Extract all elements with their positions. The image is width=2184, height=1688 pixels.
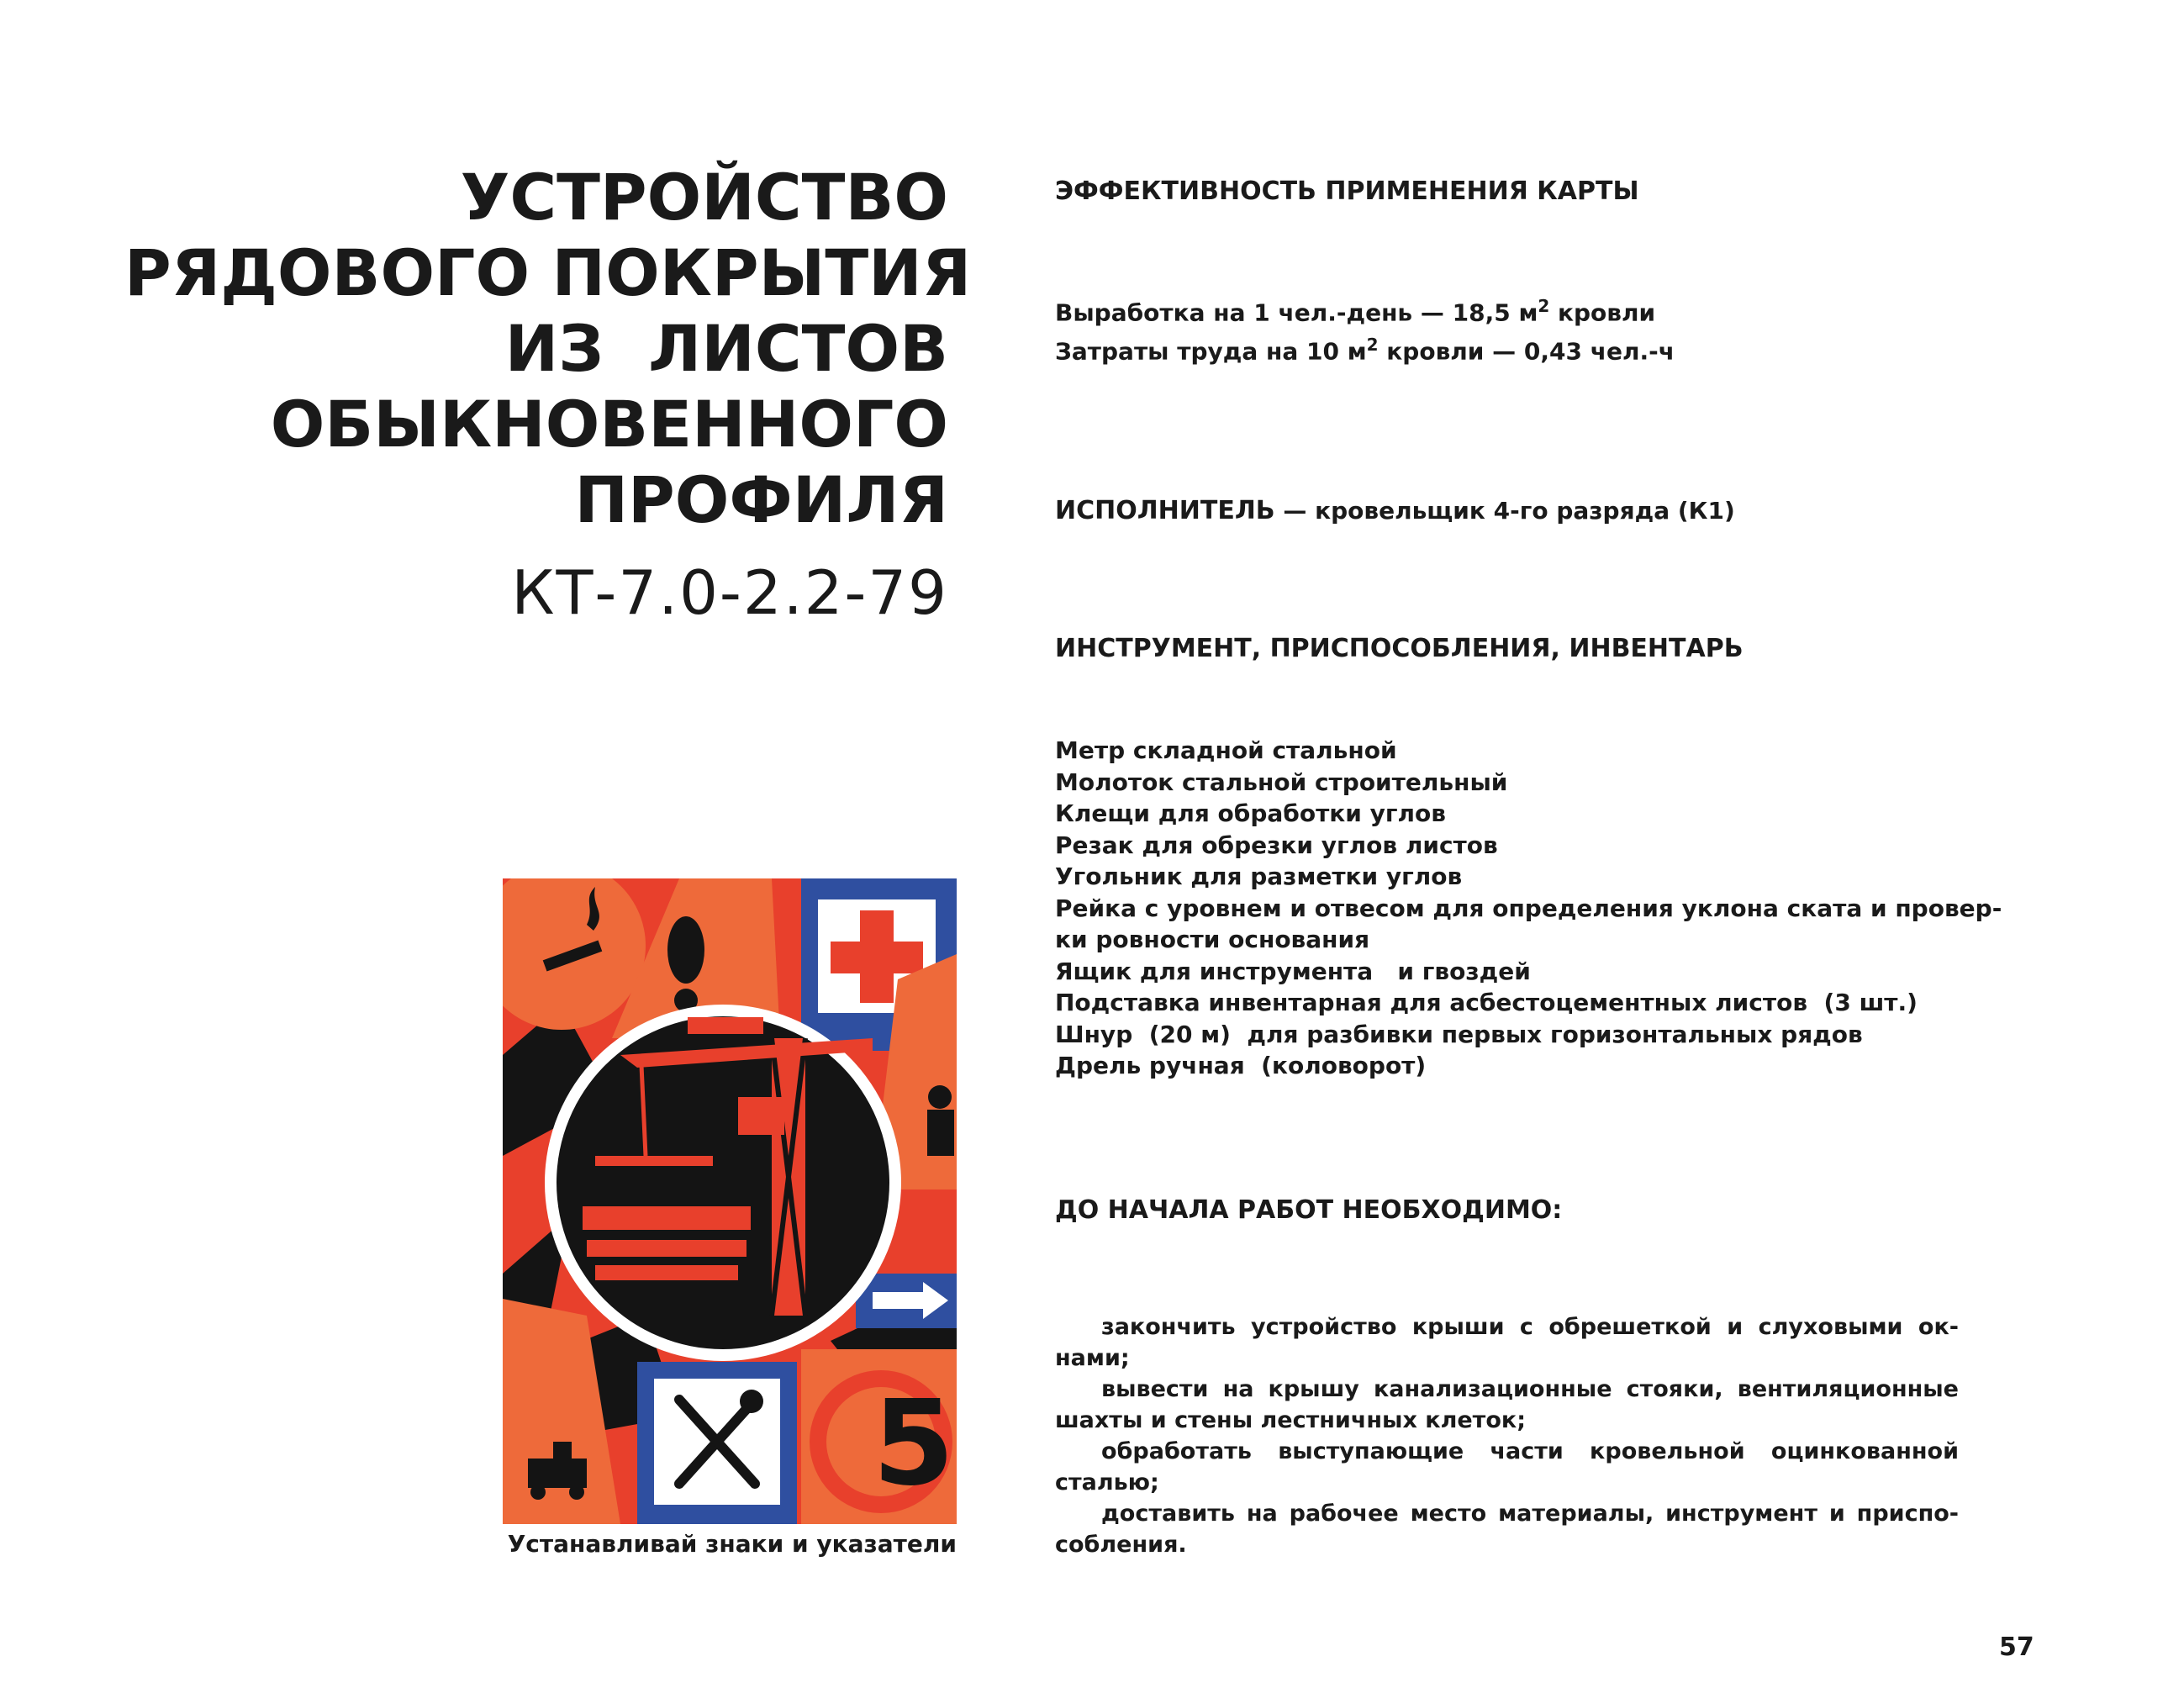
tools-list: [1055, 735, 2002, 1082]
document-title: [124, 160, 972, 630]
sign-number: 5: [873, 1375, 955, 1512]
list-item: Метр складной стальной: [1055, 736, 1397, 764]
safety-signs-illustration: [503, 878, 957, 1524]
list-item: обработать выступающие части кровельной оцинкованной сталью;: [1055, 1438, 1959, 1495]
performer-section: [1055, 494, 1963, 528]
page-number: 57: [1999, 1633, 2034, 1662]
tools-section: [1055, 632, 1963, 666]
performer-line: ИСПОЛНИТЕЛЬ — кровельщик 4-го разряда (К1): [1055, 496, 1735, 525]
title-line-5: ПРОФИЛЯ: [574, 462, 948, 537]
list-item: доставить на рабочее место материалы, инструмент и приспо- собления.: [1055, 1501, 1959, 1558]
illustration-caption: Устанавливай знаки и указатели: [507, 1530, 957, 1558]
title-line-2: РЯДОВОГО ПОКРЫТИЯ: [124, 235, 972, 310]
crane-scene-icon: [545, 1005, 901, 1361]
before-work-section: [1055, 1194, 1963, 1227]
list-item: Шнур (20 м) для разбивки первых горизонтальных рядов: [1055, 1020, 1863, 1048]
title-line-4: ОБЫКНОВЕННОГО: [270, 387, 948, 462]
list-item: Молоток стальной строительный: [1055, 768, 1508, 796]
document-code: КТ-7.0-2.2-79: [511, 557, 948, 628]
tools-heading: ИНСТРУМЕНТ, ПРИСПОСОБЛЕНИЯ, ИНВЕНТАРЬ: [1055, 634, 1744, 663]
food-sign-icon: [637, 1362, 797, 1524]
list-item: Клещи для обработки углов: [1055, 799, 1447, 827]
before-work-list: [1055, 1311, 1963, 1560]
list-item: Подставка инвентарная для асбестоцементных листов (3 шт.): [1055, 989, 1918, 1016]
list-item: Ящик для инструмента и гвоздей: [1055, 957, 1531, 985]
title-line-1: УСТРОЙСТВО: [460, 160, 948, 235]
efficiency-values: [1055, 290, 1963, 368]
efficiency-section: [1055, 175, 1963, 208]
title-line-3: ИЗ ЛИСТОВ: [504, 311, 948, 386]
list-item: Дрель ручная (коловорот): [1055, 1052, 1427, 1079]
list-item: вывести на крышу канализационные стояки, вентиляционные шахты и стены лестничных клеток;: [1055, 1376, 1959, 1433]
list-item: Резак для обрезки углов листов: [1055, 831, 1498, 859]
labor-cost: Затраты труда на 10 $м^2$ кровли — 0,43 чел.-ч: [1055, 335, 1675, 366]
efficiency-heading: ЭФФЕКТИВНОСТЬ ПРИМЕНЕНИЯ КАРТЫ: [1055, 177, 1639, 206]
list-item: Рейка с уровнем и отвесом для определения уклона ската и провер-: [1055, 894, 2002, 922]
output-per-day: Выработка на 1 чел.-день — 18,5 $м^2$ кровли: [1055, 296, 1656, 327]
list-item: Угольник для разметки углов: [1055, 862, 1463, 890]
list-item: ки ровности основания: [1055, 926, 1370, 953]
list-item: закончить устройство крыши с обрешеткой и слуховыми ок- нами;: [1055, 1314, 1959, 1371]
before-work-heading: ДО НАЧАЛА РАБОТ НЕОБХОДИМО:: [1055, 1195, 1563, 1225]
